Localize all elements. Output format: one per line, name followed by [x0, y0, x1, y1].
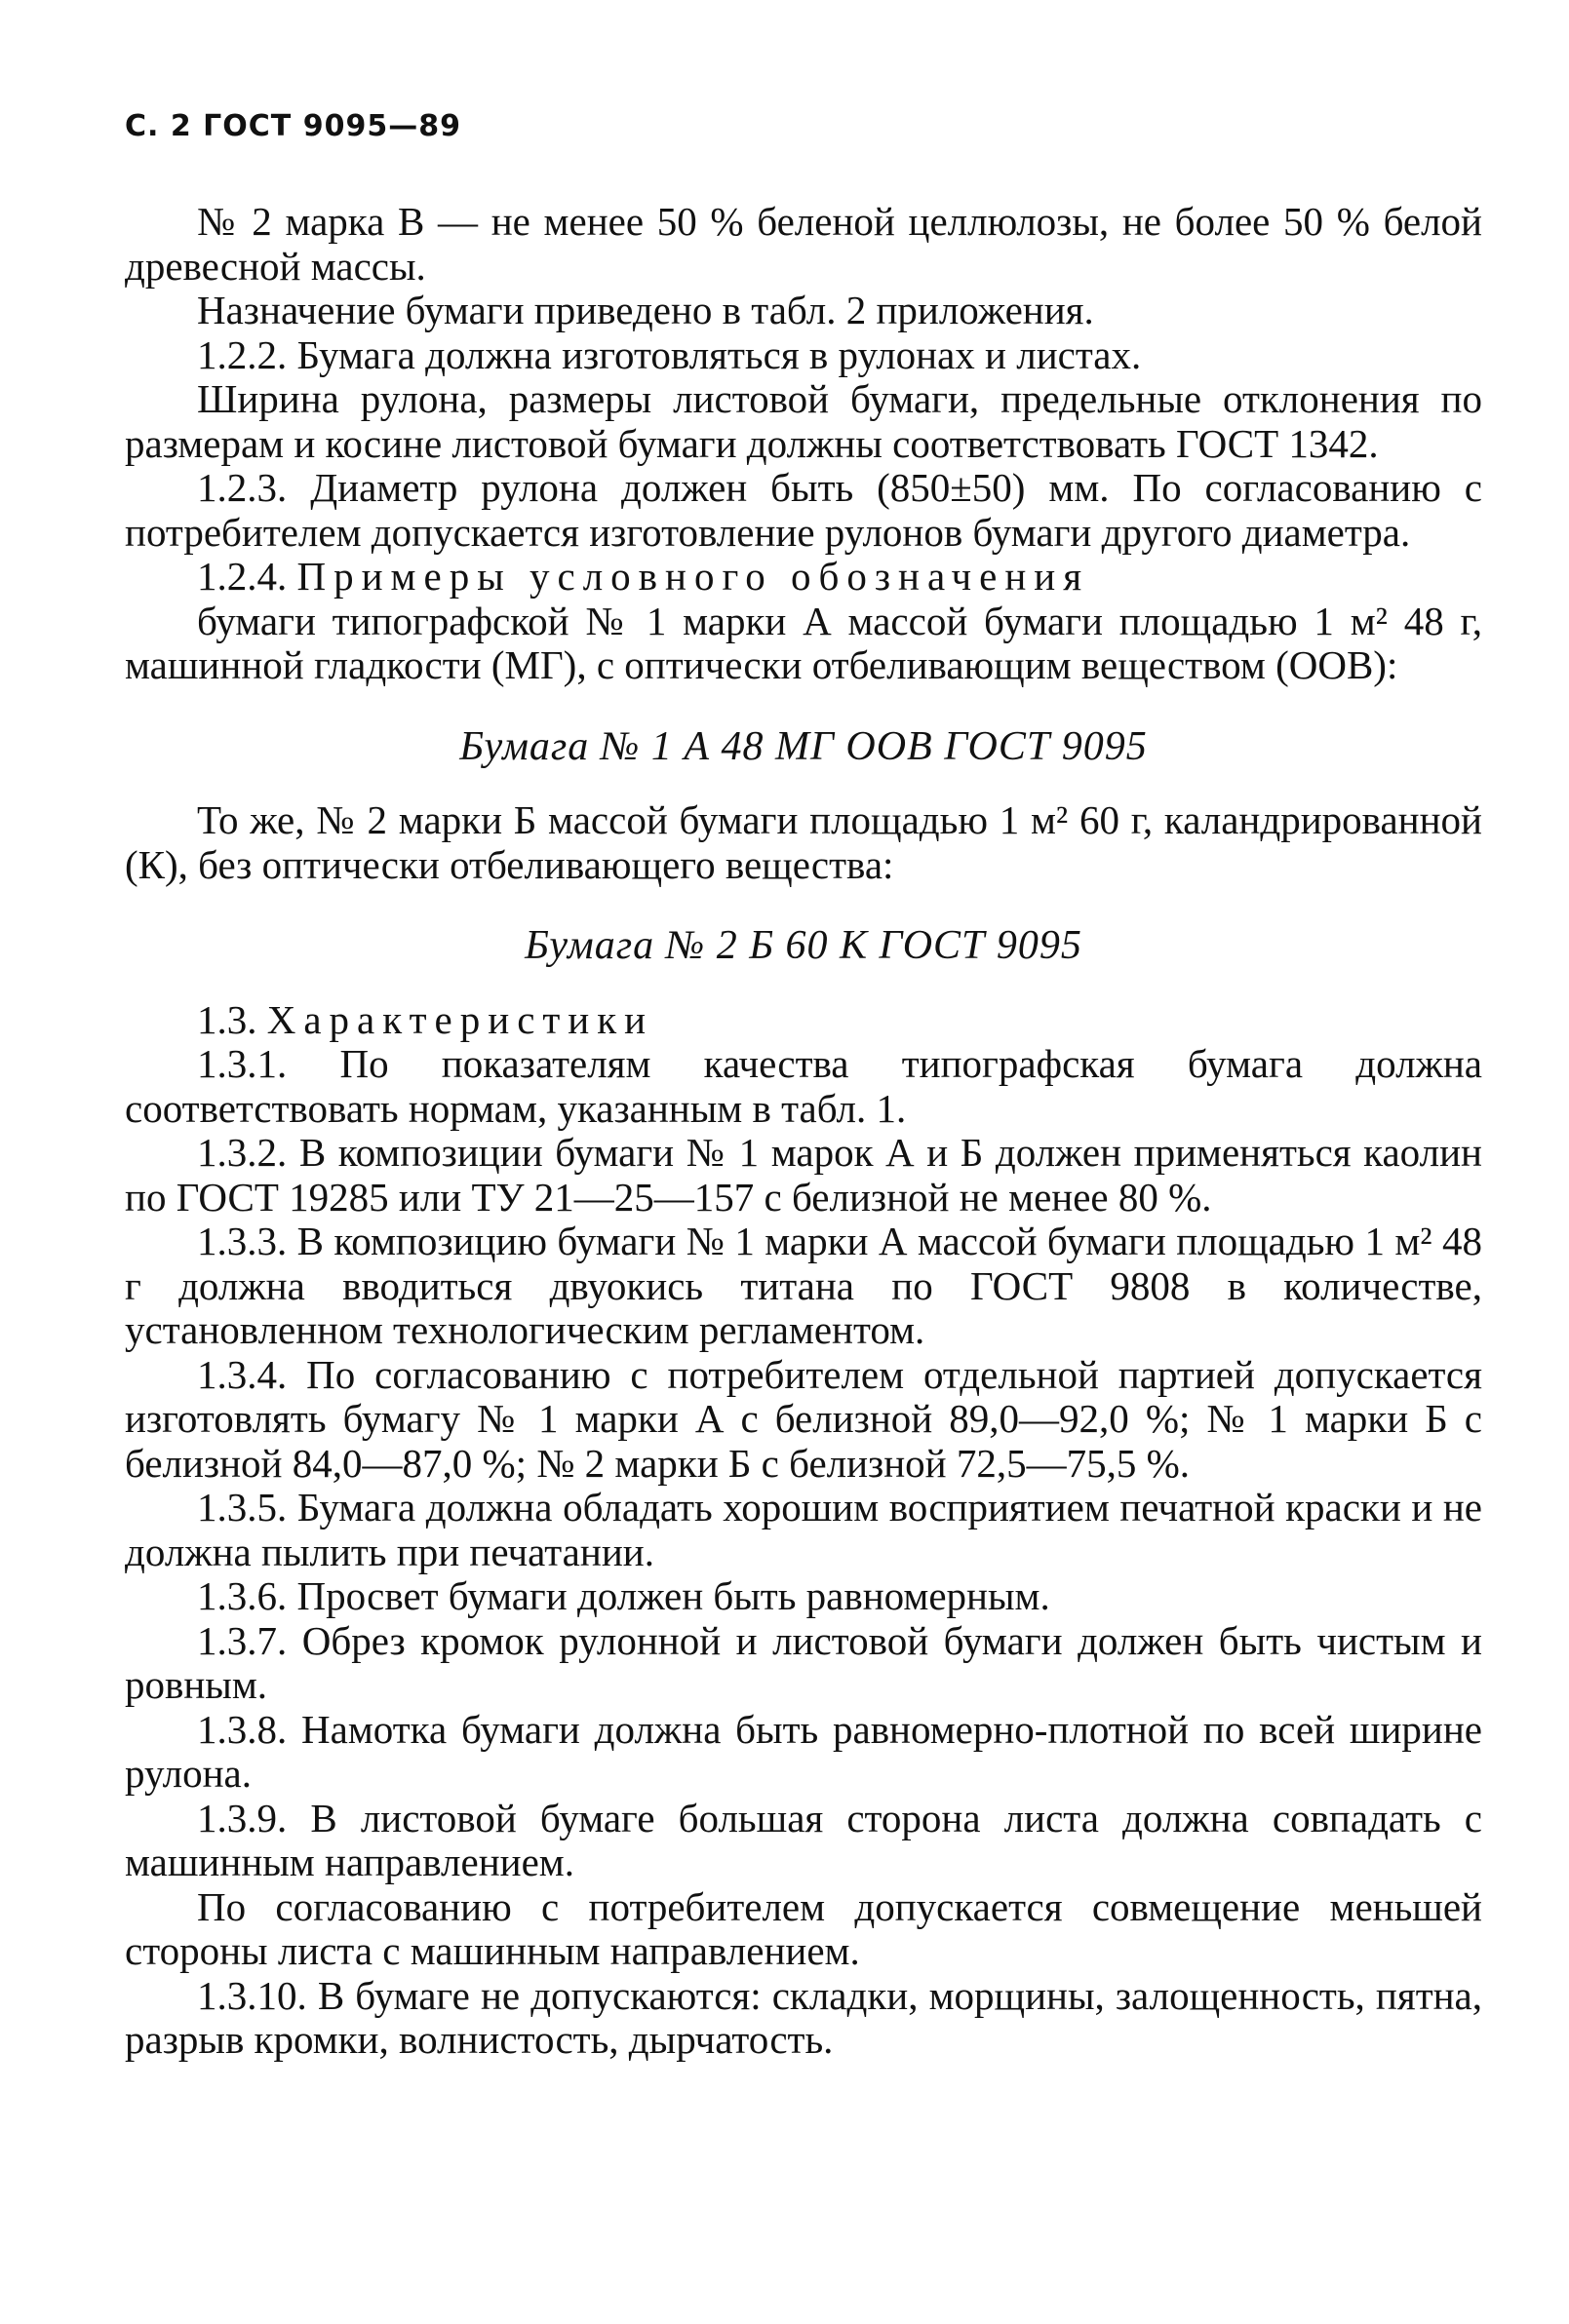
paragraph-1-3-7: 1.3.7. Обрез кромок рулонной и листовой бумаги должен быть чистым и ровным.: [125, 1617, 1482, 1707]
section-heading-characteristics: Характеристики: [266, 996, 654, 1042]
paragraph-1-3-6: 1.3.6. Просвет бумаги должен быть равномерным.: [197, 1573, 1050, 1618]
paragraph-1-3-5: 1.3.5. Бумага должна обладать хорошим восприятием печатной краски и не должна пылить при печатании.: [125, 1485, 1482, 1574]
paragraph-1-3-8: 1.3.8. Намотка бумаги должна быть равномерно-плотной по всей ширине рулона.: [125, 1706, 1482, 1796]
paragraph-1-3-4: 1.3.4. По согласованию с потребителем отдельной партией допускается изготовлять бумагу № 1 марки А с белизной 89,0—92,0 %; № 1 марки Б с белизной 84,0—87,0 %; № 2 марки Б с белизной 72,5—75,5 %.: [125, 1351, 1482, 1486]
paragraph-1-3-2: 1.3.2. В композиции бумаги № 1 марок А и Б должен применяться каолин по ГОСТ 19285 или ТУ 21—25—157 с белизной не менее 80 %.: [125, 1130, 1482, 1220]
paragraph-example-description: бумаги типографской № 1 марки А массой бумаги площадью 1 м² 48 г, машинной гладкости (МГ), с оптически отбеливающим веществом (ООВ):: [125, 598, 1482, 687]
document-body: [125, 200, 1482, 2063]
paragraph-roll-width: Ширина рулона, размеры листовой бумаги, предельные отклонения по размерам и косине листовой бумаги должны соответствовать ГОСТ 1342.: [125, 376, 1482, 466]
paragraph-1-2-4: [125, 555, 1482, 600]
page-header: С. 2 ГОСТ 9095—89: [125, 109, 461, 143]
paragraph-1-3: [125, 998, 1482, 1043]
designation-example-2: Бумага № 2 Б 60 К ГОСТ 9095: [525, 923, 1082, 968]
paragraph-purpose: Назначение бумаги приведено в табл. 2 приложения.: [197, 288, 1094, 332]
section-number: 1.3.: [197, 996, 257, 1042]
section-number: 1.2.4.: [197, 554, 288, 599]
paragraph-1-3-10: 1.3.10. В бумаге не допускаются: складки, морщины, залощенность, пятна, разрыв кромки, волнистость, дырчатость.: [125, 1972, 1482, 2062]
paragraph-1-2-3: 1.2.3. Диаметр рулона должен быть (850±50) мм. По согласованию с потребителем допускается изготовление рулонов бумаги другого диаметра.: [125, 465, 1482, 555]
paragraph-same-grade-b: То же, № 2 марки Б массой бумаги площадью 1 м² 60 г, каландрированной (К), без оптически отбеливающего вещества:: [125, 797, 1482, 887]
paragraph-1-3-3: 1.3.3. В композицию бумаги № 1 марки А массой бумаги площадью 1 м² 48 г должна вводиться двуокись титана по ГОСТ 9808 в количестве, установленном технологическим регламентом.: [125, 1219, 1482, 1352]
paragraph-1-3-9: 1.3.9. В листовой бумаге большая сторона листа должна совпадать с машинным направлением.: [125, 1795, 1482, 1884]
paragraph-1-3-1: 1.3.1. По показателям качества типографская бумага должна соответствовать нормам, указанным в табл. 1.: [125, 1041, 1482, 1131]
paragraph-1-2-2: 1.2.2. Бумага должна изготовляться в рулонах и листах.: [197, 331, 1142, 377]
designation-example-1: Бумага № 1 А 48 МГ ООВ ГОСТ 9095: [459, 723, 1148, 769]
paragraph-grade-b: № 2 марка В — не менее 50 % беленой целлюлозы, не более 50 % белой древесной массы.: [125, 199, 1482, 289]
section-heading-examples: Примеры условного обозначения: [296, 554, 1090, 599]
paragraph-agreement: По согласованию с потребителем допускается совмещение меньшей стороны листа с машинным направлением.: [125, 1883, 1482, 1973]
